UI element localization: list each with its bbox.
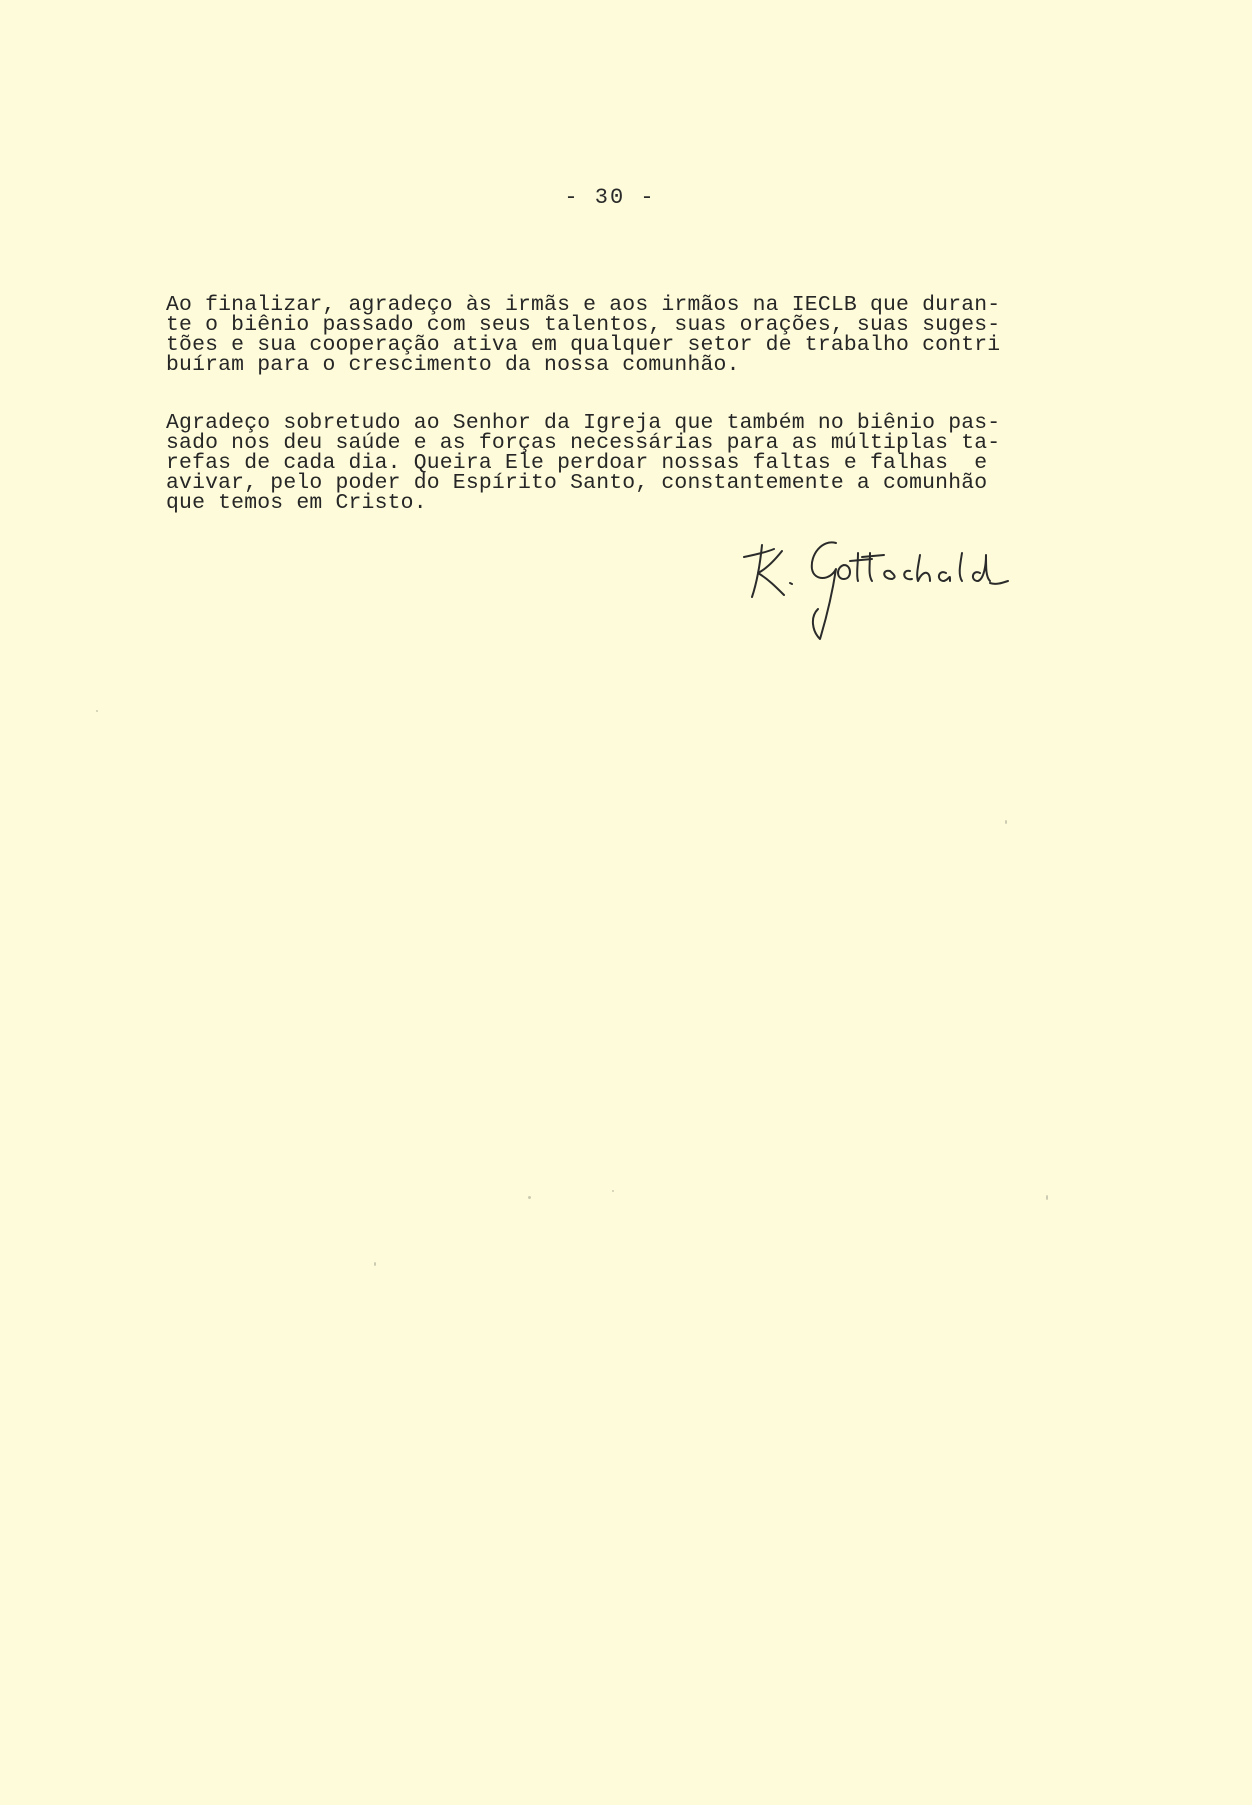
text-line: avivar, pelo poder do Espírito Santo, constantemente a comunhão xyxy=(166,471,988,495)
text-line: que temos em Cristo. xyxy=(166,491,427,515)
signature-drawing xyxy=(740,535,1020,655)
handwritten-signature xyxy=(740,535,1020,655)
text-line: Ao finalizar, agradeço às irmãs e aos irmãos na IECLB que duran- xyxy=(166,293,1001,317)
text-line: Agradeço sobretudo ao Senhor da Igreja que também no biênio pas- xyxy=(166,411,1001,435)
paper-speck xyxy=(528,1196,531,1199)
paper-speck xyxy=(374,1262,376,1266)
paper-speck xyxy=(612,1190,614,1192)
text-line: sado nos deu saúde e as forças necessárias para as múltiplas ta- xyxy=(166,431,1001,455)
paper-speck xyxy=(96,710,98,712)
text-line: buíram para o crescimento da nossa comunhão. xyxy=(166,353,740,377)
text-line: te o biênio passado com seus talentos, suas orações, suas suges- xyxy=(166,313,1001,337)
paper-speck xyxy=(1046,1195,1048,1200)
page-number: - 30 - xyxy=(564,185,656,210)
paper-speck xyxy=(1005,820,1007,824)
paragraph-closing-thanks xyxy=(166,295,1106,375)
paragraph-thanks-to-lord xyxy=(166,413,1106,513)
text-line: tões e sua cooperação ativa em qualquer setor de trabalho contri xyxy=(166,333,1001,357)
text-line: refas de cada dia. Queira Ele perdoar nossas faltas e falhas e xyxy=(166,451,988,475)
